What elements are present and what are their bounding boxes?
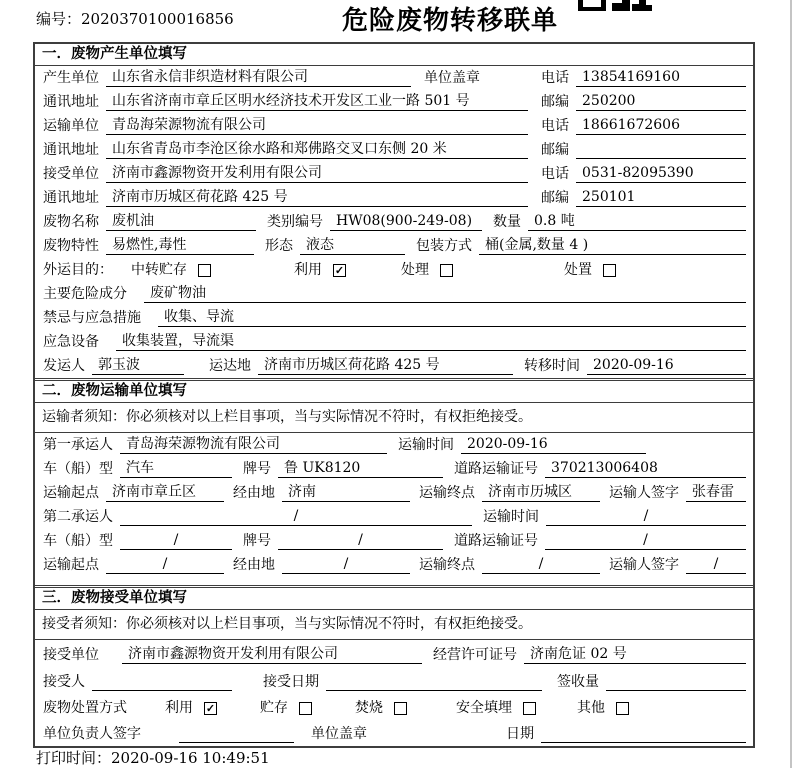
field-label: 运输人签字 [609,557,679,573]
field-value: 济南市鑫源物资开发利用有限公司 [122,646,422,664]
field-value: / [686,556,746,574]
row-producer-unit [35,66,753,90]
field-value: 济南市鑫源物资开发利用有限公司 [106,165,528,183]
section-transport-header: 二．废物运输单位填写 [35,378,753,403]
section-gap [35,577,753,585]
field-value: 济南市章丘区 [106,484,224,502]
row-receiver-address [35,186,753,210]
row-shipper [35,354,753,378]
print-time-value: 2020-09-16 10:49:51 [111,749,270,767]
field-value: 250101 [576,189,746,207]
field-label: 电话 [541,70,569,86]
page-edge-line [790,0,792,768]
checkbox-item [352,699,407,717]
field-value: 济南 [282,484,410,502]
field-label: 第二承运人 [43,509,113,525]
row-main-hazard [35,282,753,306]
row-waste-name [35,210,753,234]
checkbox-label: 利用 [165,700,193,716]
field-value: / [482,556,600,574]
field-label: 通讯地址 [43,94,99,110]
row-route-1 [35,481,753,505]
field-value: / [282,556,410,574]
field-label: 运输单位 [43,118,99,134]
field-label: 运输起点 [43,557,99,573]
checkbox-label: 安全填埋 [456,700,512,716]
field-label: 牌号 [243,461,271,477]
field-value: 370213006408 [545,460,746,478]
field-label: 接受单位 [43,647,99,663]
field-value [326,673,542,691]
print-time-label: 打印时间： [36,749,112,767]
field-value: 山东省青岛市李沧区徐水路和郑佛路交叉口东侧 20 米 [106,141,528,159]
field-label: 接受单位 [43,166,99,182]
row-vehicle-1 [35,457,753,481]
row-producer-address [35,90,753,114]
field-label: 单位负责人签字 [43,726,141,742]
field-value: 济南市历城区荷花路 425 号 [106,189,528,207]
field-label: 发运人 [43,358,85,374]
checkbox-icon [299,702,312,715]
field-value: 废机油 [106,213,256,231]
field-value: 收集、导流 [158,309,746,327]
field-label: 电话 [541,118,569,134]
field-label: 单位盖章 [424,70,480,86]
field-value [179,725,294,743]
checkbox-item [162,699,217,717]
checkbox-item [574,699,629,717]
field-value: 废矿物油 [144,285,746,303]
section-producer-header: 一．废物产生单位填写 [35,44,753,66]
checkbox-icon: ✓ [334,263,345,277]
field-label: 经由地 [233,485,275,501]
checkbox-icon [603,264,616,277]
field-label: 形态 [265,238,293,254]
checkbox-item [561,261,616,279]
row-receive-unit [35,640,753,667]
field-value: 收集装置，导流渠 [116,333,746,351]
field-label: 车（船）型 [43,461,113,477]
checkbox-item [291,261,346,279]
field-value: 0.8 吨 [528,213,746,231]
field-label: 主要危险成分 [43,286,127,302]
field-value: 液态 [300,237,405,255]
field-label: 运输终点 [419,557,475,573]
field-label: 道路运输证号 [454,461,538,477]
row-vehicle-2 [35,529,753,553]
field-label: 车（船）型 [43,533,113,549]
field-label: 经营许可证号 [433,647,517,663]
checkbox-icon [523,702,536,715]
checkbox-label: 处置 [564,262,592,278]
field-value: / [546,508,746,526]
field-label: 类别编号 [267,214,323,230]
checkbox-icon [440,264,453,277]
field-label: 禁忌与应急措施 [43,310,141,326]
row-second-carrier [35,505,753,529]
checkbox-icon [394,702,407,715]
field-value: 2020-09-16 [587,357,746,375]
row-responsible-signature [35,720,753,746]
field-label: 通讯地址 [43,190,99,206]
field-value: 鲁 UK8120 [278,460,443,478]
row-emergency-equipment [35,330,753,354]
field-value: 山东省济南市章丘区明水经济技术开发区工业一路 501 号 [106,93,528,111]
field-label: 接受日期 [263,674,319,690]
checkbox-label: 其他 [577,700,605,716]
field-label: 运输时间 [483,509,539,525]
field-label: 运输时间 [398,437,454,453]
checkbox-item [453,699,536,717]
field-value [541,725,746,743]
field-label: 运输人签字 [609,485,679,501]
row-route-2 [35,553,753,577]
qr-code-fragment [578,0,652,11]
field-value [92,673,232,691]
field-label: 产生单位 [43,70,99,86]
field-label: 牌号 [243,533,271,549]
checkbox-label: 焚烧 [355,700,383,716]
field-label: 废物处置方式 [43,700,127,716]
field-value: 13854169160 [576,69,746,87]
manifest-table [33,42,755,748]
field-value: / [545,532,746,550]
page-title: 危险废物转移联单 [341,6,558,36]
field-value: 济南市历城区 [482,484,600,502]
receiver-notice: 接受者须知：你必须核对以上栏目事项，当与实际情况不符时，有权拒绝接受。 [35,610,753,640]
field-label: 运达地 [209,358,251,374]
field-label: 邮编 [541,94,569,110]
checkbox-icon: ✓ [205,701,216,715]
field-label: 应急设备 [43,334,99,350]
field-value: / [278,532,443,550]
field-value: 0531-82095390 [576,165,746,183]
field-value: 汽车 [120,460,232,478]
field-value: 250200 [576,93,746,111]
field-value: 山东省永信非织造材料有限公司 [106,69,411,87]
field-label: 电话 [541,166,569,182]
field-value: / [120,532,232,550]
field-label: 接受人 [43,674,85,690]
row-waste-property [35,234,753,258]
checkbox-item [128,261,211,279]
checkbox-label: 处理 [401,262,429,278]
row-disposal-method [35,694,753,720]
field-label: 通讯地址 [43,142,99,158]
field-label: 包装方式 [416,238,472,254]
field-value: HW08(900-249-08) [330,213,482,231]
field-label: 经由地 [233,557,275,573]
checkbox-label: 中转贮存 [131,262,187,278]
field-value: 郭玉波 [92,357,184,375]
field-label: 日期 [506,726,534,742]
section-receiver-header: 三．废物接受单位填写 [35,585,753,610]
field-value: 易燃性,毒性 [106,237,254,255]
field-value: 济南市历城区荷花路 425 号 [258,357,513,375]
checkbox-item [398,261,453,279]
field-label: 道路运输证号 [454,533,538,549]
checkbox-icon [616,702,629,715]
row-transport-unit [35,114,753,138]
field-value: 张春雷 [686,484,746,502]
field-label: 签收量 [557,674,599,690]
print-time [36,747,270,768]
field-value: 青岛海荣源物流有限公司 [106,117,528,135]
field-value [606,673,746,691]
row-transport-address [35,138,753,162]
serial-value: 2020370100016856 [81,10,234,28]
row-emergency-measures [35,306,753,330]
field-label: 邮编 [541,142,569,158]
checkbox-icon [198,264,211,277]
field-label: 单位盖章 [311,726,367,742]
checkbox-item [257,699,312,717]
field-label: 数量 [493,214,521,230]
checkbox-label: 利用 [294,262,322,278]
serial-label: 编号： [36,10,82,28]
field-label: 废物名称 [43,214,99,230]
field-label: 转移时间 [524,358,580,374]
field-label: 邮编 [541,190,569,206]
field-label: 运输起点 [43,485,99,501]
field-label: 废物特性 [43,238,99,254]
checkbox-label: 贮存 [260,700,288,716]
row-receive-person [35,667,753,694]
row-first-carrier [35,433,753,457]
field-value: 济南危证 02 号 [524,646,746,664]
field-value: 2020-09-16 [461,436,646,454]
row-outbound-purpose [35,258,753,282]
field-value: / [120,508,472,526]
row-receiver-unit [35,162,753,186]
field-value [576,141,746,159]
field-value: 桶(金属,数量 4 ) [479,237,746,255]
field-label: 第一承运人 [43,437,113,453]
field-value: 青岛海荣源物流有限公司 [120,436,387,454]
transport-notice: 运输者须知：你必须核对以上栏目事项，当与实际情况不符时，有权拒绝接受。 [35,403,753,433]
field-label: 外运目的： [43,262,113,278]
field-label: 运输终点 [419,485,475,501]
field-value: / [106,556,224,574]
field-value: 18661672606 [576,117,746,135]
